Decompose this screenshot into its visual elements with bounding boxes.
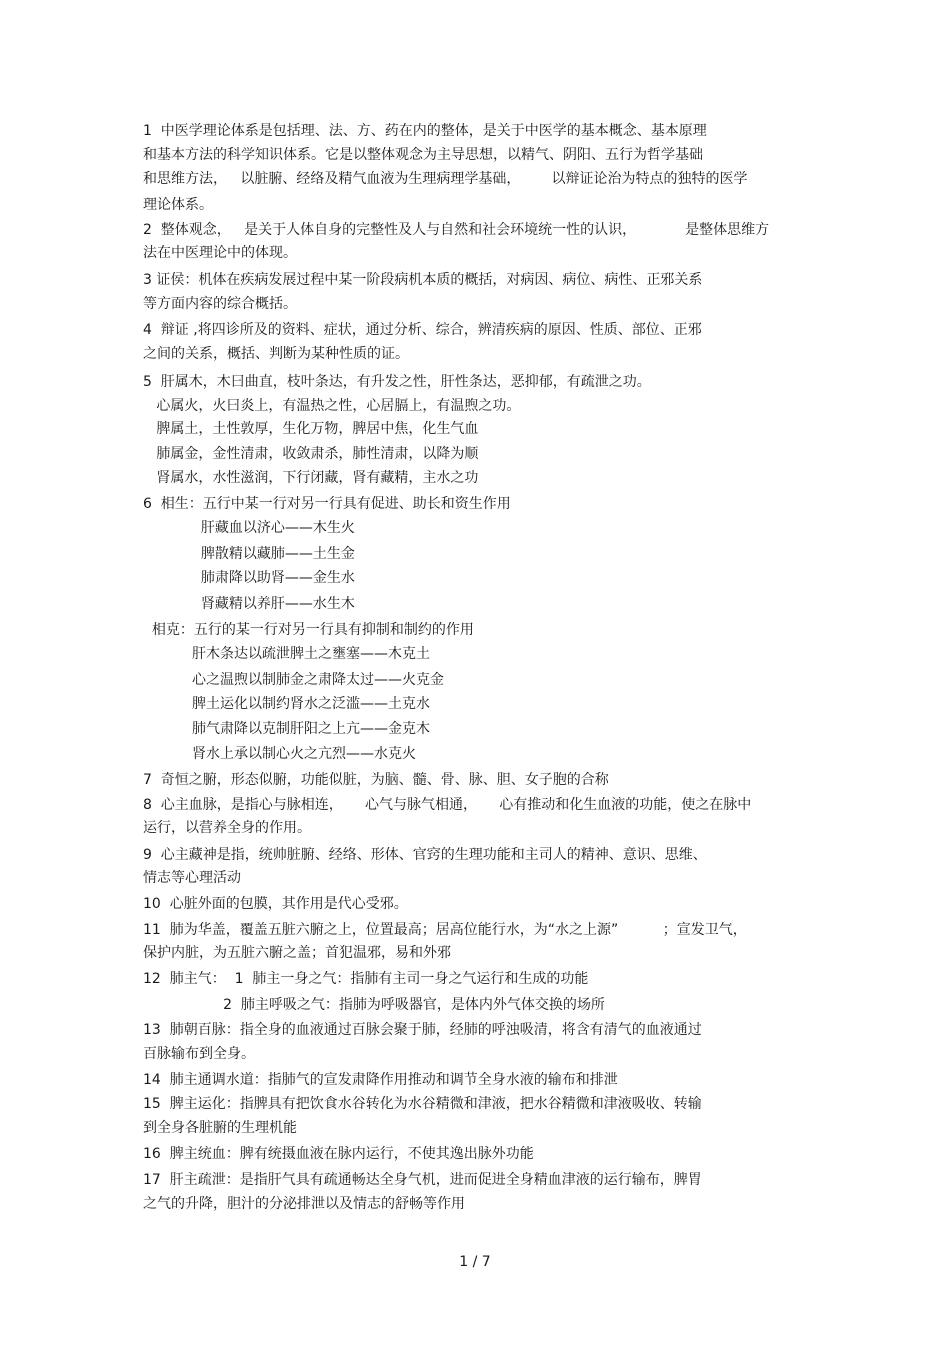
text-line: 脾土运化以制约肾水之泛滥——土克水 <box>143 696 430 712</box>
page-number: 1 / 7 <box>459 1254 491 1270</box>
text-line: 百脉输布到全身。 <box>143 1046 255 1062</box>
text-line: 肾藏精以养肝——水生木 <box>143 596 355 612</box>
text-line: 7 奇恒之腑，形态似腑，功能似脏，为脑、髓、骨、脉、胆、女子胞的合称 <box>143 772 609 788</box>
text-line: 保护内脏，为五脏六腑之盖；首犯温邪，易和外邪 <box>143 945 451 961</box>
text-line: 6 相生：五行中某一行对另一行具有促进、助长和资生作用 <box>143 496 511 512</box>
text-line: 2 肺主呼吸之气：指肺为呼吸器官，是体内外气体交换的场所 <box>143 997 605 1013</box>
text-line: 肝藏血以济心——木生火 <box>143 520 355 536</box>
text-line: 之气的升降，胆汁的分泌排泄以及情志的舒畅等作用 <box>143 1196 465 1212</box>
text-line: 14 肺主通调水道：指肺气的宣发肃降作用推动和调节全身水液的输布和排泄 <box>143 1072 618 1088</box>
text-line: 4 辩证 ,将四诊所及的资料、症状，通过分析、综合，辨清疾病的原因、性质、部位、正邪 <box>143 322 702 338</box>
text-line: 8 心主血脉，是指心与脉相连， 心气与脉气相通， 心有推动和化生血液的功能，使之在脉中 <box>143 797 752 813</box>
text-line: 13 肺朝百脉：指全身的血液通过百脉会聚于肺，经肺的呼浊吸清，将含有清气的血液通过 <box>143 1022 702 1038</box>
text-line: 心属火，火曰炎上，有温热之性，心居膈上，有温煦之功。 <box>143 398 521 414</box>
text-line: 理论体系。 <box>143 197 213 213</box>
text-line: 相克：五行的某一行对另一行具有抑制和制约的作用 <box>143 622 474 638</box>
text-line: 15 脾主运化：指脾具有把饮食水谷转化为水谷精微和津液，把水谷精微和津液吸收、转输 <box>143 1096 702 1112</box>
text-line: 肝木条达以疏泄脾土之壅塞——木克土 <box>143 646 430 662</box>
text-line: 11 肺为华盖，覆盖五脏六腑之上，位置最高；居高位能行水，为“水之上源” ；宣发卫气， <box>143 922 747 938</box>
text-line: 1 中医学理论体系是包括理、法、方、药在内的整体，是关于中医学的基本概念、基本原理 <box>143 123 707 139</box>
text-line: 等方面内容的综合概括。 <box>143 296 297 312</box>
text-line: 肺气肃降以克制肝阳之上亢——金克木 <box>143 721 430 737</box>
text-line: 3 证侯：机体在疾病发展过程中某一阶段病机本质的概括，对病因、病位、病性、正邪关系 <box>143 272 703 288</box>
text-line: 肾水上承以制心火之亢烈——水克火 <box>143 746 416 762</box>
text-line: 到全身各脏腑的生理机能 <box>143 1120 297 1136</box>
text-line: 2 整体观念， 是关于人体自身的完整性及人与自然和社会环境统一性的认识， 是整体思维方 <box>143 222 770 238</box>
text-line: 5 肝属木，木曰曲直，枝叶条达，有升发之性，肝性条达，恶抑郁，有疏泄之功。 <box>143 374 651 390</box>
text-line: 12 肺主气： 1 肺主一身之气：指肺有主司一身之气运行和生成的功能 <box>143 971 589 987</box>
text-line: 心之温煦以制肺金之肃降太过——火克金 <box>143 672 444 688</box>
text-line: 之间的关系，概括、判断为某种性质的证。 <box>143 346 409 362</box>
text-line: 和基本方法的科学知识体系。它是以整体观念为主导思想，以精气、阴阳、五行为哲学基础 <box>143 147 703 163</box>
text-line: 9 心主藏神是指，统帅脏腑、经络、形体、官窍的生理功能和主司人的精神、意识、思维、 <box>143 847 707 863</box>
text-line: 16 脾主统血：脾有统摄血液在脉内运行，不使其逸出脉外功能 <box>143 1146 534 1162</box>
text-line: 17 肝主疏泄：是指肝气具有疏通畅达全身气机，进而促进全身精血津液的运行输布，脾胃 <box>143 1172 702 1188</box>
text-line: 运行，以营养全身的作用。 <box>143 820 311 836</box>
text-line: 肺肃降以助肾——金生水 <box>143 570 355 586</box>
text-line: 肺属金，金性清肃，收敛肃杀，肺性清肃，以降为顺 <box>143 446 479 462</box>
text-line: 和思维方法， 以脏腑、经络及精气血液为生理病理学基础， 以辩证论治为特点的独特的医学 <box>143 171 748 187</box>
text-line: 脾属土，土性敦厚，生化万物，脾居中焦，化生气血 <box>143 421 479 437</box>
text-line: 法在中医理论中的体现。 <box>143 245 297 261</box>
text-line: 10 心脏外面的包膜，其作用是代心受邪。 <box>143 896 408 912</box>
text-line: 肾属水，水性滋润，下行闭藏，肾有藏精，主水之功 <box>143 470 479 486</box>
text-line: 情志等心理活动 <box>143 870 241 886</box>
text-line: 脾散精以藏肺——土生金 <box>143 546 355 562</box>
